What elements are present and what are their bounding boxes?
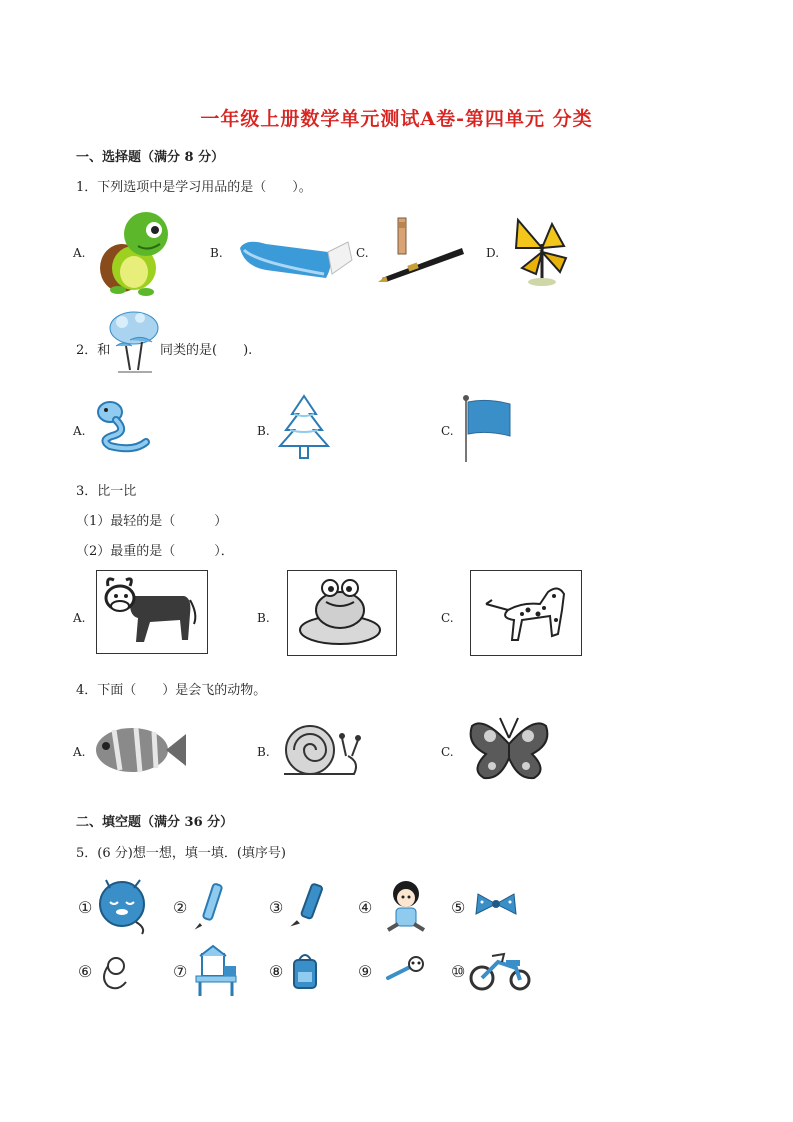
- item-5-number: ⑤: [451, 898, 466, 917]
- q4-option-a-label: A.: [73, 745, 86, 759]
- marker-icon: [294, 882, 328, 934]
- q2-option-b-label: B.: [257, 424, 270, 438]
- item-4-number: ④: [358, 898, 373, 917]
- q1-option-a-label: A.: [73, 246, 86, 260]
- eraser-icon: [236, 234, 356, 284]
- question-3-text: 3．比一比: [76, 484, 137, 499]
- turtle-icon: [94, 206, 174, 296]
- q2-option-c-label: C.: [441, 424, 454, 438]
- desk-icon: [194, 946, 242, 998]
- item-3-number: ③: [269, 898, 284, 917]
- tricycle-icon: [470, 948, 532, 994]
- butterfly-gray-icon: [466, 714, 552, 784]
- question-1-text: 1．下列选项中是学习用品的是（ ）。: [76, 180, 312, 195]
- frog-icon: [294, 574, 390, 650]
- q4-option-c-label: C.: [441, 745, 454, 759]
- fish-icon: [92, 720, 188, 778]
- question-3-sub-2: （2）最重的是（ ）．: [76, 544, 234, 559]
- item-10-number: ⑩: [451, 962, 466, 981]
- tree-icon: [276, 394, 332, 464]
- mushroom-icon: [108, 310, 160, 380]
- butterfly-icon: [512, 218, 572, 288]
- dalmatian-icon: [478, 574, 574, 650]
- section-1-heading: 一、选择题（满分 8 分）: [76, 150, 225, 165]
- q1-option-b-label: B.: [210, 246, 223, 260]
- toothbrush-icon: [384, 956, 426, 982]
- doll-icon: [382, 878, 434, 938]
- flag-icon: [460, 394, 516, 464]
- ball-face-icon: [96, 880, 154, 936]
- q3-option-a-label: A.: [73, 611, 86, 625]
- item-6-number: ⑥: [78, 962, 93, 981]
- pen-icon: [378, 218, 468, 288]
- section-2-heading: 二、填空题（满分 36 分）: [76, 815, 234, 830]
- question-3-sub-1: （1）最轻的是（ ）: [76, 514, 228, 529]
- question-4-text: 4．下面（ ）是会飞的动物。: [76, 683, 267, 698]
- item-9-number: ⑨: [358, 962, 373, 981]
- cow-icon: [100, 574, 200, 648]
- item-1-number: ①: [78, 898, 93, 917]
- backpack-icon: [290, 950, 320, 992]
- q1-option-c-label: C.: [356, 246, 369, 260]
- q1-option-d-label: D.: [486, 246, 500, 260]
- q3-option-c-label: C.: [441, 611, 454, 625]
- snake-icon: [90, 398, 152, 454]
- question-2-prefix: 2．和: [76, 343, 111, 358]
- page-title: 一年级上册数学单元测试A卷-第四单元 分类: [200, 108, 593, 130]
- q4-option-b-label: B.: [257, 745, 270, 759]
- item-7-number: ⑦: [173, 962, 188, 981]
- q2-option-a-label: A.: [73, 424, 86, 438]
- item-2-number: ②: [173, 898, 188, 917]
- hair-bow-icon: [474, 890, 518, 922]
- snail-icon: [280, 722, 364, 778]
- question-5-text: 5．(6 分)想一想，填一填．(填序号): [76, 846, 286, 861]
- item-8-number: ⑧: [269, 962, 284, 981]
- pen-blue-icon: [198, 880, 228, 936]
- question-2-suffix: 同类的是( ).: [160, 343, 253, 358]
- q3-option-b-label: B.: [257, 611, 270, 625]
- watch-icon: [98, 952, 134, 992]
